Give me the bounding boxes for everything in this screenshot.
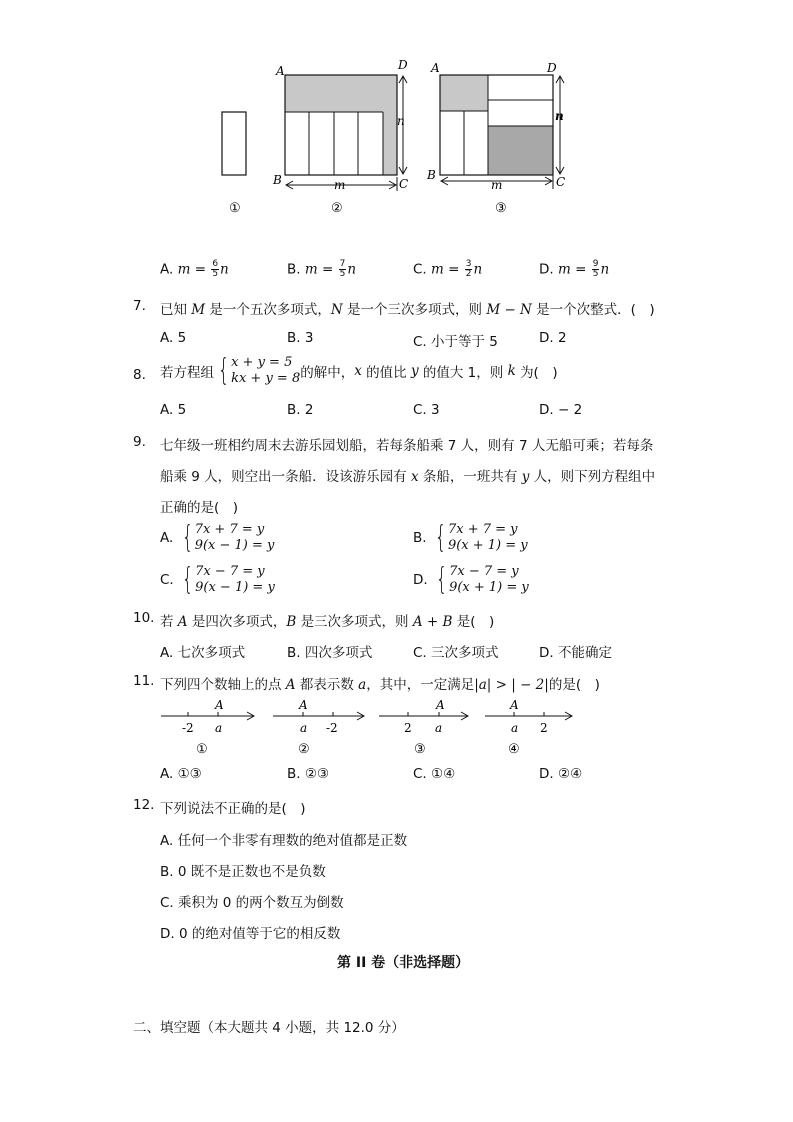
q11-number: 11. bbox=[133, 673, 155, 689]
fig3-label-A: A bbox=[431, 61, 440, 75]
q9-option-a: A. { 7x + 7 = y 9(x − 1) = y bbox=[160, 520, 275, 555]
fig2-label-C: C bbox=[399, 177, 409, 191]
q9-option-c: C. { 7x − 7 = y 9(x − 1) = y bbox=[160, 562, 275, 597]
fig2-label-m: m bbox=[334, 178, 346, 192]
nl2-right: -2 bbox=[326, 721, 338, 735]
number-line-1 bbox=[161, 698, 254, 757]
q10-option-d: D. 不能确定 bbox=[539, 645, 612, 661]
number-line-2 bbox=[273, 698, 364, 757]
q10-number: 10. bbox=[133, 610, 155, 626]
fig2-label-A: A bbox=[276, 64, 285, 78]
q11-option-d: D. ②④ bbox=[539, 766, 583, 782]
nl4-caption: ④ bbox=[508, 742, 520, 757]
q12-option-d: D. 0 的绝对值等于它的相反数 bbox=[160, 926, 341, 942]
nl4-left: a bbox=[511, 721, 519, 735]
q8-option-c: C. 3 bbox=[413, 402, 440, 418]
nl3-right: a bbox=[435, 721, 443, 735]
q8-number: 8. bbox=[133, 367, 146, 383]
q10-option-b: B. 四次多项式 bbox=[287, 645, 373, 661]
q9-line3: 正确的是( ) bbox=[160, 500, 239, 516]
q8-equation-system: { x + y = 5 kx + y = 8 bbox=[217, 353, 301, 388]
nl3-left: 2 bbox=[404, 721, 412, 735]
fig3-label-C: C bbox=[556, 175, 566, 189]
q11-number-lines bbox=[155, 695, 585, 760]
q11-option-c: C. ①④ bbox=[413, 766, 456, 782]
q7-option-c: C. 小于等于 5 bbox=[413, 334, 498, 350]
q6-option-a: A. m = $\frac{6}{5}$ n bbox=[160, 259, 229, 279]
q7-number: 7. bbox=[133, 298, 146, 314]
nl1-left: -2 bbox=[182, 721, 194, 735]
nl2-left: a bbox=[300, 721, 308, 735]
number-line-3 bbox=[379, 698, 468, 757]
q11-option-a: A. ①③ bbox=[160, 766, 202, 782]
fig2-label-D: D bbox=[398, 58, 408, 72]
q8-option-b: B. 2 bbox=[287, 402, 314, 418]
nl1-caption: ① bbox=[196, 742, 208, 757]
fig3-label-m: m bbox=[491, 178, 503, 192]
q9-option-b: B. { 7x + 7 = y 9(x + 1) = y bbox=[413, 520, 528, 555]
q9-line1: 七年级一班相约周末去游乐园划船，若每条船乘 7 人，则有 7 人无船可乘；若每条 bbox=[160, 438, 654, 454]
q7-stem: 已知 M 是一个五次多项式，N 是一个三次多项式，则 M − N 是一个次整式．( ) bbox=[160, 302, 655, 318]
q12-option-c: C. 乘积为 0 的两个数互为倒数 bbox=[160, 895, 344, 911]
q8-option-d: D. − 2 bbox=[539, 402, 583, 418]
q11-option-b: B. ②③ bbox=[287, 766, 330, 782]
nl1-point: A bbox=[215, 698, 224, 712]
nl2-point: A bbox=[299, 698, 308, 712]
q7-option-a: A. 5 bbox=[160, 330, 187, 346]
fig3-label-B: B bbox=[427, 168, 436, 182]
fig3-caption: ③ bbox=[495, 201, 507, 216]
q9-number: 9. bbox=[133, 434, 146, 450]
section-2-title: 第 II 卷（非选择题） bbox=[337, 955, 470, 971]
nl1-right: a bbox=[215, 721, 223, 735]
fig3-diagram bbox=[440, 75, 564, 189]
q12-number: 12. bbox=[133, 797, 155, 813]
nl2-caption: ② bbox=[298, 742, 310, 757]
q6-option-b: B. m = $\frac{7}{5}$ n bbox=[287, 259, 357, 279]
fig2-caption: ② bbox=[331, 201, 343, 216]
nl3-caption: ③ bbox=[414, 742, 426, 757]
q9-line2: 船乘 9 人，则空出一条船．设该游乐园有 x 条船，一班共有 y 人，则下列方程组中 bbox=[160, 469, 656, 485]
q11-stem: 下列四个数轴上的点 A 都表示数 a，其中，一定满足|a| > | − 2|的是( ) bbox=[160, 677, 600, 693]
q8-option-a: A. 5 bbox=[160, 402, 187, 418]
number-line-4 bbox=[485, 698, 572, 757]
q6-option-d: D. m = $\frac{9}{5}$ n bbox=[539, 259, 610, 279]
nl3-point: A bbox=[436, 698, 445, 712]
q10-option-a: A. 七次多项式 bbox=[160, 645, 246, 661]
fig2-label-B: B bbox=[273, 173, 282, 187]
q10-option-c: C. 三次多项式 bbox=[413, 645, 499, 661]
q7-option-d: D. 2 bbox=[539, 330, 567, 346]
q10-stem: 若 A 是四次多项式，B 是三次多项式，则 A + B 是( ) bbox=[160, 614, 495, 630]
fig1-rectangle bbox=[222, 112, 246, 175]
nl4-right: 2 bbox=[540, 721, 548, 735]
q12-option-a: A. 任何一个非零有理数的绝对值都是正数 bbox=[160, 833, 408, 849]
q7-option-b: B. 3 bbox=[287, 330, 314, 346]
q12-option-b: B. 0 既不是正数也不是负数 bbox=[160, 864, 326, 880]
q12-stem: 下列说法不正确的是( ) bbox=[160, 801, 306, 817]
fig3-label-D: D bbox=[547, 61, 557, 75]
q6-figure bbox=[215, 55, 585, 220]
fig2-label-n: n bbox=[397, 114, 405, 128]
fill-in-heading: 二、填空题（本大题共 4 小题，共 12.0 分） bbox=[133, 1020, 405, 1036]
fig1-caption: ① bbox=[229, 201, 241, 216]
fig2-diagram bbox=[285, 75, 407, 191]
fig3-label-n: n bbox=[555, 109, 564, 123]
q9-option-d: D. { 7x − 7 = y 9(x + 1) = y bbox=[413, 562, 529, 597]
q6-option-c: C. m = $\frac{3}{2}$ n bbox=[413, 259, 483, 279]
q8-stem: 若方程组 { x + y = 5 kx + y = 8 的解中， x 的值比 y 的值大 1，则 k 为( ) bbox=[160, 353, 558, 388]
nl4-point: A bbox=[510, 698, 519, 712]
